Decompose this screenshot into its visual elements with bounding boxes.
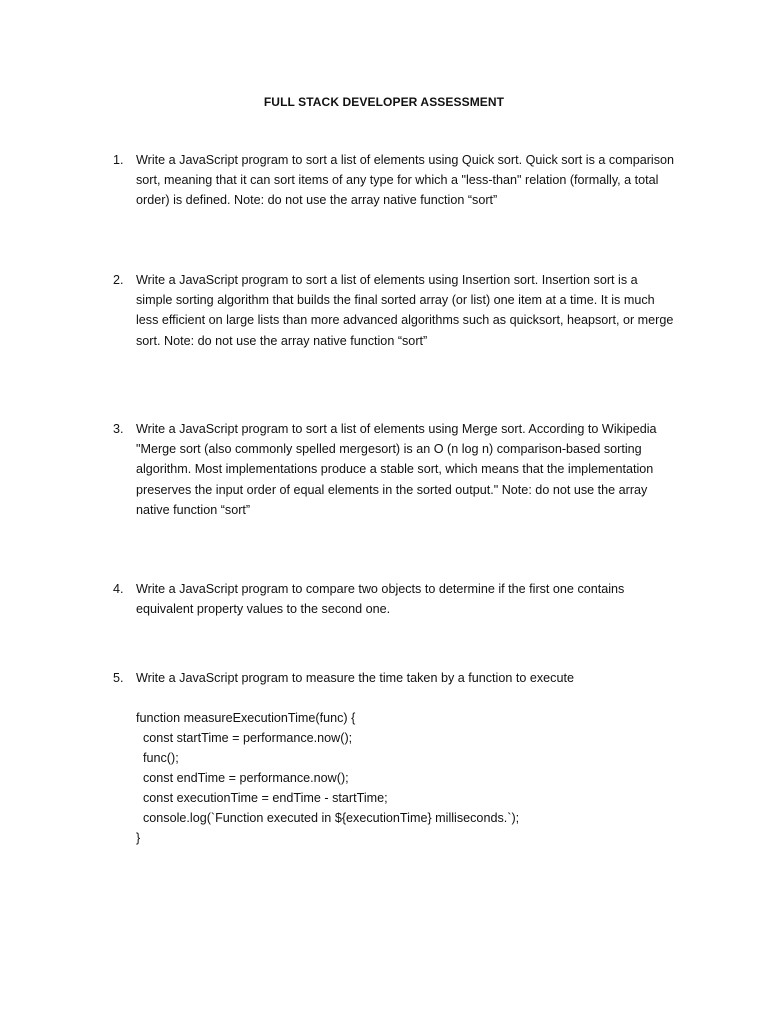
question-line: Write a JavaScript program to measure the time taken by a function to execute bbox=[136, 671, 574, 685]
question-text bbox=[136, 668, 676, 688]
question-line: native function “sort” bbox=[136, 502, 251, 517]
question-number: 1. bbox=[113, 153, 124, 167]
code-line: const endTime = performance.now(); bbox=[136, 771, 349, 785]
code-snippet bbox=[136, 708, 519, 848]
question-number: 4. bbox=[113, 582, 124, 596]
question-line: Write a JavaScript program to sort a list of elements using Merge sort. According to Wikipedia bbox=[136, 422, 657, 436]
question-number: 5. bbox=[113, 671, 124, 685]
question-number: 3. bbox=[113, 422, 124, 436]
document-title: FULL STACK DEVELOPER ASSESSMENT bbox=[263, 95, 505, 109]
code-line: function measureExecutionTime(func) { bbox=[136, 711, 356, 725]
code-line: console.log(`Function executed in ${executionTime} milliseconds.`); bbox=[136, 811, 520, 825]
question-line: algorithm. Most implementations produce a stable sort, which means that the implementation bbox=[136, 462, 654, 477]
question-line: Write a JavaScript program to compare two objects to determine if the first one contains bbox=[136, 582, 625, 596]
code-line: const executionTime = endTime - startTime; bbox=[136, 791, 388, 805]
question-text bbox=[136, 419, 676, 520]
question-line: simple sorting algorithm that builds the final sorted array (or list) one item at a time. It is much bbox=[136, 293, 655, 308]
question-line: "Merge sort (also commonly spelled mergesort) is an O (n log n) comparison-based sorting bbox=[136, 442, 642, 457]
question-line: Write a JavaScript program to sort a list of elements using Insertion sort. Insertion sort is a bbox=[136, 273, 638, 287]
question-text bbox=[136, 270, 676, 351]
code-line: const startTime = performance.now(); bbox=[136, 731, 353, 745]
question-line: preserves the input order of equal elements in the sorted output." Note: do not use the array bbox=[136, 482, 648, 497]
question-text bbox=[136, 150, 676, 211]
question-line: less efficient on large lists than more advanced algorithms such as quicksort, heapsort, or merge bbox=[136, 313, 674, 328]
question-line: order) is defined. Note: do not use the array native function “sort” bbox=[136, 193, 498, 208]
question-line: Write a JavaScript program to sort a list of elements using Quick sort. Quick sort is a comparison bbox=[136, 153, 674, 167]
question-text bbox=[136, 579, 676, 619]
question-line: sort. Note: do not use the array native function “sort” bbox=[136, 333, 428, 348]
question-line: equivalent property values to the second one. bbox=[136, 602, 391, 617]
code-line: func(); bbox=[136, 751, 179, 765]
code-line: } bbox=[136, 831, 141, 845]
question-line: sort, meaning that it can sort items of any type for which a "less-than" relation (formally, a total bbox=[136, 173, 659, 188]
question-number: 2. bbox=[113, 273, 124, 287]
